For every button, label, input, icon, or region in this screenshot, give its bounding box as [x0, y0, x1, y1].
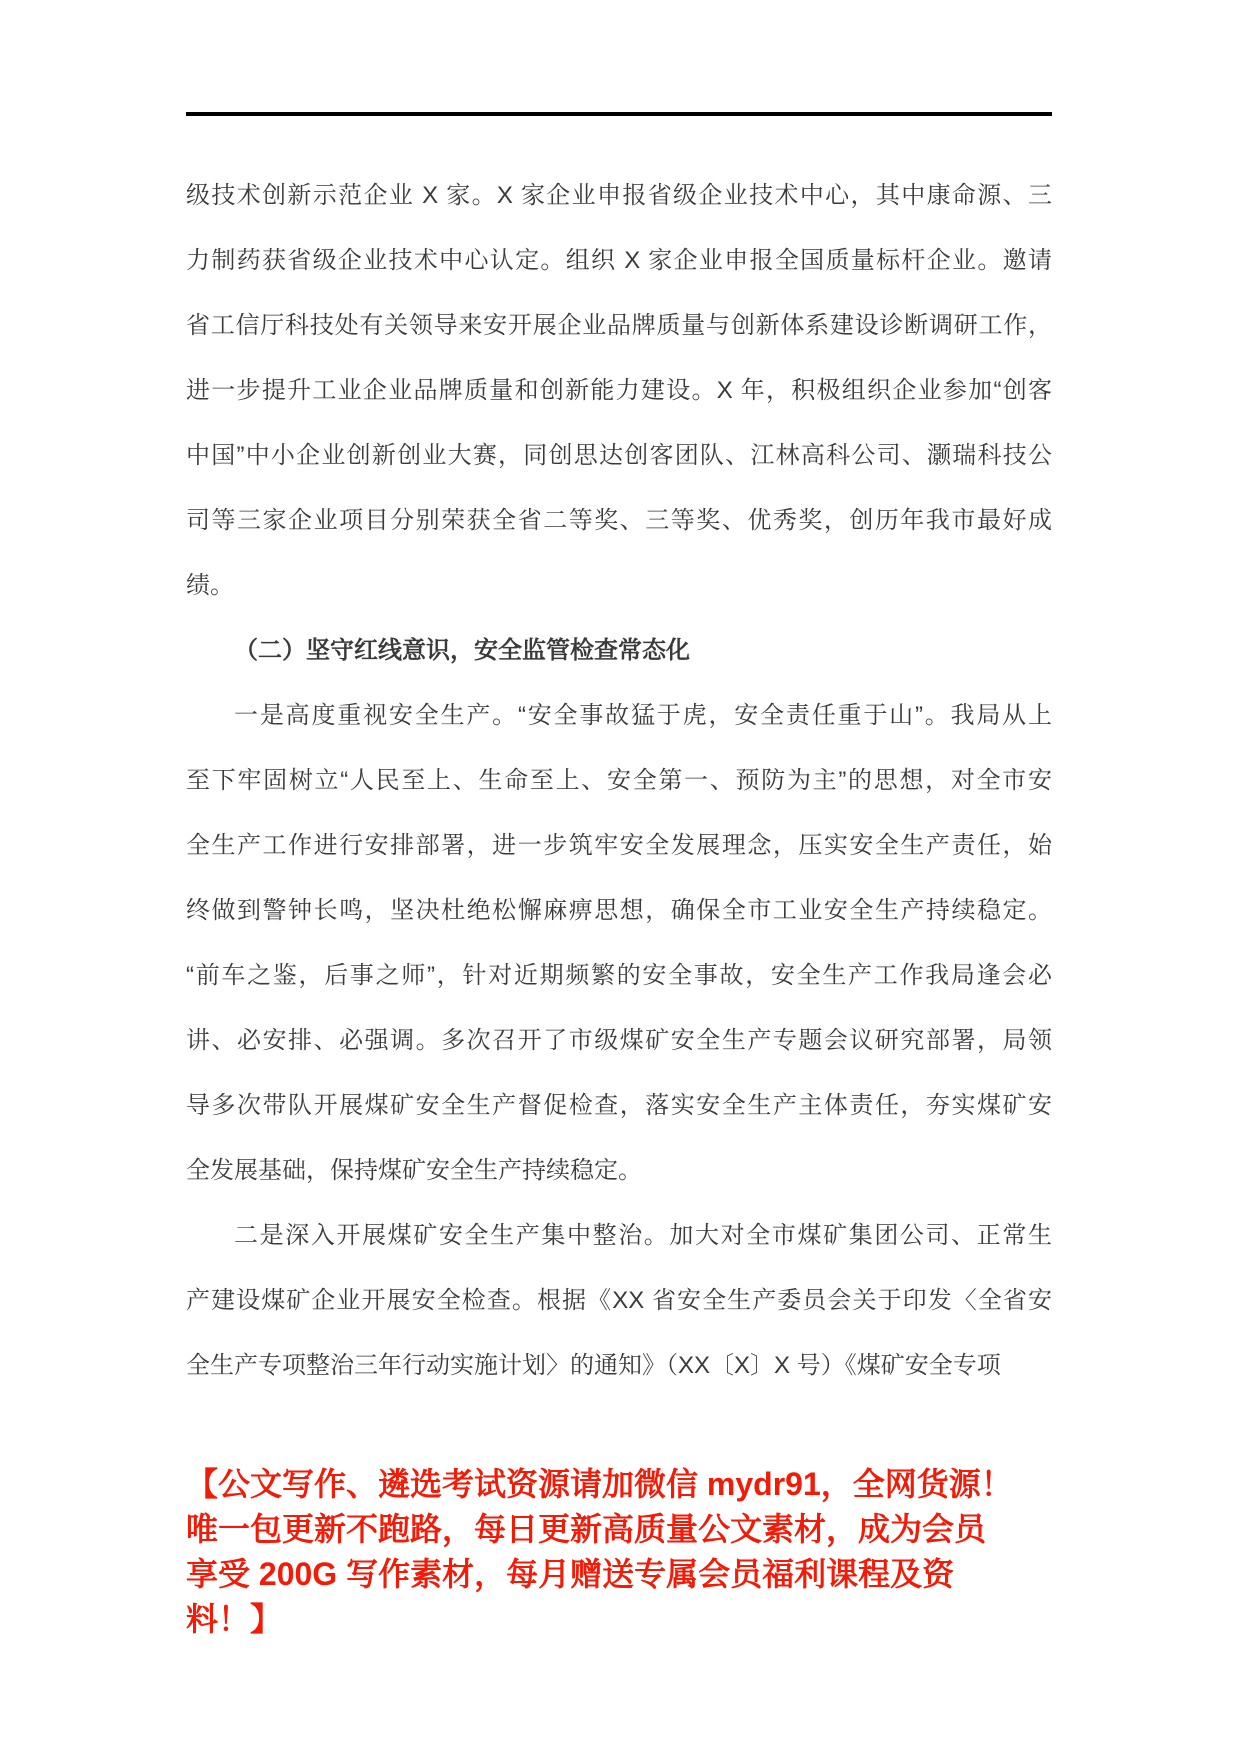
text-line: 力制药获省级企业技术中心认定。组织 X 家企业申报全国质量标杆企业。邀请: [186, 247, 1052, 274]
body-paragraph-coal-mine-rectification: [186, 1203, 1052, 1398]
text-line: 讲、必安排、必强调。多次召开了市级煤矿安全生产专题会议研究部署，局领: [186, 1027, 1052, 1054]
text-line: 二是深入开展煤矿安全生产集中整治。加大对全市煤矿集团公司、正常生: [234, 1222, 1052, 1249]
text-line: 一是高度重视安全生产。“安全事故猛于虎，安全责任重于山”。我局从上: [234, 702, 1052, 729]
text-line: 全生产工作进行安排部署，进一步筑牢安全发展理念，压实安全生产责任，始: [186, 832, 1052, 859]
text-line: “前车之鉴，后事之师”，针对近期频繁的安全事故，安全生产工作我局逢会必: [186, 962, 1052, 989]
text-line: 导多次带队开展煤矿安全生产督促检查，落实安全生产主体责任，夯实煤矿安: [186, 1092, 1052, 1119]
text-line: 料！】: [186, 1601, 283, 1637]
text-line: 进一步提升工业企业品牌质量和创新能力建设。X 年，积极组织企业参加“创客: [186, 377, 1052, 404]
text-line: 绩。: [186, 572, 234, 599]
text-line: 级技术创新示范企业 X 家。X 家企业申报省级企业技术中心，其中康命源、三: [186, 182, 1052, 209]
text-line: 中国”中小企业创新创业大赛，同创思达创客团队、江林高科公司、灏瑞科技公: [186, 442, 1052, 469]
text-line: 终做到警钟长鸣，坚决杜绝松懈麻痹思想，确保全市工业安全生产持续稳定。: [186, 897, 1052, 924]
text-line: 【公文写作、遴选考试资源请加微信 mydr91，全网货源！: [186, 1466, 1013, 1502]
section-heading: （二）坚守红线意识，安全监管检查常态化: [234, 637, 690, 664]
text-line: 全发展基础，保持煤矿安全生产持续稳定。: [186, 1157, 642, 1184]
text-line: 唯一包更新不跑路，每日更新高质量公文素材，成为会员: [186, 1511, 987, 1547]
body-paragraph-safety-production: [186, 683, 1052, 1203]
text-line: 省工信厅科技处有关领导来安开展企业品牌质量与创新体系建设诊断调研工作，: [186, 312, 1052, 339]
text-line: 享受 200G 写作素材，每月赠送专属会员福利课程及资: [186, 1556, 955, 1592]
header-divider: [186, 112, 1052, 116]
body-paragraph-enterprise-innovation: [186, 163, 1052, 618]
text-line: 产建设煤矿企业开展安全检查。根据《XX 省安全生产委员会关于印发〈全省安: [186, 1287, 1052, 1314]
text-line: 司等三家企业项目分别荣获全省二等奖、三等奖、优秀奖，创历年我市最好成: [186, 507, 1052, 534]
document-body: [186, 163, 1052, 1398]
promo-banner: [186, 1462, 1052, 1642]
text-line: 全生产专项整治三年行动实施计划〉的通知》（XX〔X〕X 号）《煤矿安全专项: [186, 1352, 1001, 1379]
text-line: 至下牢固树立“人民至上、生命至上、安全第一、预防为主”的思想，对全市安: [186, 767, 1052, 794]
